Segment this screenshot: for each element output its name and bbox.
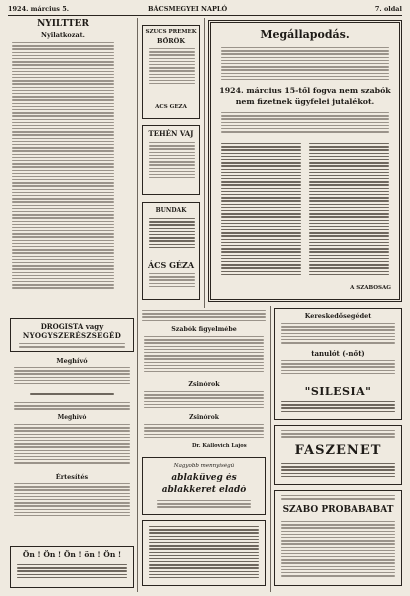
silesia-name: "SILESIA" <box>304 385 372 398</box>
header-date: 1924. március 5. <box>8 5 69 13</box>
mid-heading-3: Zsinórok <box>189 414 219 421</box>
vaj-ad-text <box>149 142 195 190</box>
bunda-ad-address <box>149 273 195 297</box>
bottom-left-ad-title: Ön ! Ön ! Ön ! ön ! Ön ! <box>22 550 122 559</box>
ablakuveg-address <box>157 500 251 512</box>
ablakuveg-ad <box>142 457 266 515</box>
szabo-intro <box>281 495 395 503</box>
vaj-ad <box>142 125 200 195</box>
vaj-ad-title: TEHÉN VAJ <box>148 129 194 138</box>
signatories-list-left <box>221 143 301 281</box>
kereskedosegedet-heading: Kereskedősegédet <box>304 312 372 320</box>
megallapodas-intro-text <box>221 47 389 83</box>
megallapodas-heading: Megállapodás. <box>260 28 350 41</box>
szucs-ad-title: SZŰCS PRÉMEK <box>145 29 197 35</box>
header-rule <box>8 15 402 16</box>
kereskedo-ad <box>274 308 402 420</box>
ablakuveg-line-1: Nagyobb mennyiségű <box>173 463 235 469</box>
ablakuveg-line-3: ablakkeret eladó <box>161 485 247 495</box>
nyilatkozat-body-text <box>12 42 114 294</box>
faszenet-text <box>281 463 395 481</box>
ertesites-heading: Értesítés <box>55 473 89 481</box>
drogista-line-2: NYOGYSZERÉSZSEGÉD <box>22 331 122 340</box>
header-title: BÁCSMEGYEI NAPLÓ <box>148 5 228 13</box>
szucs-ad-subtitle: BŐRÖK <box>157 37 185 45</box>
running-head <box>8 4 402 14</box>
megallapodas-date-line-2: nem fizetnek ügyfelei jutalékot. <box>235 97 375 106</box>
megallapodas-signoff: A SZABÓSÁG <box>350 285 391 291</box>
kereskedo-text-2 <box>281 360 395 380</box>
nyilatkozat-heading: Nyilatkozat. <box>41 31 85 39</box>
column-rule-3 <box>270 306 271 592</box>
signatories-list-right <box>309 143 389 281</box>
drogista-ad <box>10 318 134 352</box>
szucs-ad <box>142 25 200 119</box>
faszenet-intro <box>281 430 395 442</box>
meghivo-subheading: Meghívó <box>57 414 87 421</box>
drogista-line-1: DROGISTA vagy <box>40 322 104 331</box>
header-page-number: 7. oldal <box>374 5 402 13</box>
mid-body-text-3 <box>144 424 264 440</box>
szabo-probababa-title: SZABÓ PRÓBABABÁT <box>282 505 394 515</box>
mid-body-text-1 <box>144 336 264 376</box>
szabo-probababa-ad <box>274 490 402 586</box>
szucs-ad-text <box>149 48 195 98</box>
silesia-address <box>281 401 395 415</box>
meghivo-agenda-bold-line <box>30 393 114 398</box>
bunda-ad-text <box>149 218 195 256</box>
bottom-left-ad-text <box>17 564 127 586</box>
bottom-left-ad <box>10 546 134 588</box>
meghivo-body-text-3 <box>14 424 130 470</box>
faszenet-ad <box>274 425 402 485</box>
meghivo-heading: Meghívó <box>56 357 88 365</box>
mid-heading-2: Zsinórok <box>188 381 220 388</box>
szucs-ad-name: ÁCS GÉZA <box>155 104 187 110</box>
tanulo-heading: tanulót (-nőt) <box>311 349 365 358</box>
mid-bottom-ad-text <box>149 526 259 582</box>
acs-geza-name: ÁCS GÉZA <box>147 260 195 270</box>
megallapodas-date-line-1: 1924. március 15-től fogva nem szabók <box>219 86 391 95</box>
ertesites-body-text <box>14 483 130 521</box>
meghivo-body-text-1 <box>14 367 130 389</box>
mid-signature: Dr. Kállovich Lajos <box>192 443 247 449</box>
mid-bottom-ad <box>142 520 266 586</box>
megallapodas-notice <box>208 20 402 302</box>
nyilter-heading: NYILTTÉR <box>37 19 89 29</box>
faszenet-title: FASZENET <box>294 443 382 458</box>
mid-body-text-2 <box>144 391 264 411</box>
szabo-text <box>281 521 395 581</box>
column-rule-1 <box>137 18 138 592</box>
meghivo-body-text-2 <box>14 402 130 412</box>
ablakuveg-line-2: ablaküveg és <box>171 473 237 483</box>
megallapodas-body-text <box>221 112 389 136</box>
column-rule-2 <box>204 18 205 308</box>
bunda-ad-title: BUNDÁK <box>155 207 187 214</box>
mid-heading-1: Szabók figyelmébe <box>171 326 237 333</box>
mid-top-text <box>142 310 266 324</box>
bunda-ad <box>142 202 200 300</box>
drogista-small-text <box>19 343 125 351</box>
kereskedo-text-1 <box>281 323 395 347</box>
